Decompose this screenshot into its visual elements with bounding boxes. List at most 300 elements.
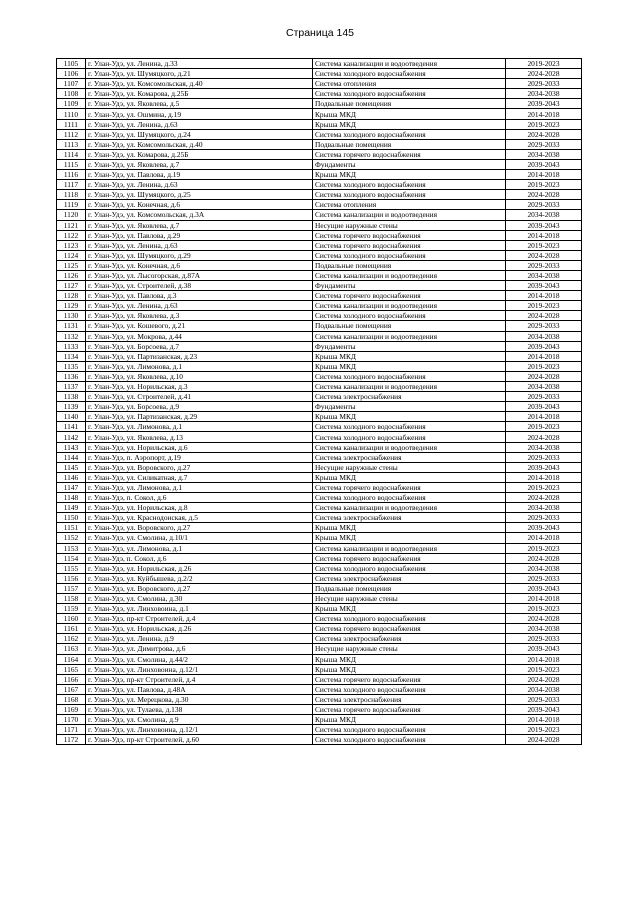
table-row: [57, 371, 582, 381]
cell-period: 2029-2033: [506, 513, 582, 523]
cell-row-number: 1134: [57, 351, 86, 361]
table-row: [57, 432, 582, 442]
cell-address: г. Улан-Удэ, ул. Воровского, д.27: [86, 523, 313, 533]
cell-period: 2034-2038: [506, 442, 582, 452]
cell-system: Система отопления: [313, 79, 506, 89]
table-row: [57, 180, 582, 190]
table-row: [57, 553, 582, 563]
cell-system: Система холодного водоснабжения: [313, 422, 506, 432]
cell-system: Система холодного водоснабжения: [313, 371, 506, 381]
cell-period: 2039-2043: [506, 220, 582, 230]
table-row: [57, 624, 582, 634]
cell-address: г. Улан-Удэ, ул. Смолина, д.30: [86, 593, 313, 603]
cell-row-number: 1143: [57, 442, 86, 452]
cell-row-number: 1139: [57, 402, 86, 412]
cell-row-number: 1126: [57, 270, 86, 280]
cell-row-number: 1114: [57, 149, 86, 159]
cell-row-number: 1117: [57, 180, 86, 190]
cell-system: Система электроснабжения: [313, 694, 506, 704]
table-row: [57, 654, 582, 664]
cell-address: г. Улан-Удэ, ул. Смолина, д.44/2: [86, 654, 313, 664]
cell-address: г. Улан-Удэ, ул. Лимонова, д.1: [86, 543, 313, 553]
cell-system: Крыша МКД: [313, 654, 506, 664]
cell-address: г. Улан-Удэ, пр-кт Строителей, д.60: [86, 735, 313, 745]
cell-system: Система холодного водоснабжения: [313, 69, 506, 79]
cell-system: Несущие наружные стены: [313, 644, 506, 654]
cell-address: г. Улан-Удэ, ул. Кошевого, д.21: [86, 321, 313, 331]
cell-system: Система электроснабжения: [313, 513, 506, 523]
table-row: [57, 503, 582, 513]
cell-address: г. Улан-Удэ, ул. Ленина, д.63: [86, 240, 313, 250]
table-row: [57, 351, 582, 361]
cell-system: Система холодного водоснабжения: [313, 735, 506, 745]
cell-row-number: 1142: [57, 432, 86, 442]
cell-row-number: 1118: [57, 190, 86, 200]
cell-address: г. Улан-Удэ, ул. Ленина, д.63: [86, 301, 313, 311]
cell-system: Система холодного водоснабжения: [313, 563, 506, 573]
cell-system: Система электроснабжения: [313, 392, 506, 402]
cell-address: г. Улан-Удэ, ул. Яковлева, д.7: [86, 220, 313, 230]
table-row: [57, 79, 582, 89]
cell-system: Система холодного водоснабжения: [313, 129, 506, 139]
cell-period: 2019-2023: [506, 543, 582, 553]
cell-system: Система электроснабжения: [313, 634, 506, 644]
cell-system: Система канализации и водоотведения: [313, 59, 506, 69]
cell-address: г. Улан-Удэ, ул. Смолина, д.9: [86, 715, 313, 725]
cell-system: Система горячего водоснабжения: [313, 240, 506, 250]
cell-period: 2034-2038: [506, 270, 582, 280]
table-row: [57, 210, 582, 220]
table-row: [57, 715, 582, 725]
cell-period: 2034-2038: [506, 503, 582, 513]
cell-address: г. Улан-Удэ, ул. Ленина, д.63: [86, 119, 313, 129]
cell-system: Система холодного водоснабжения: [313, 432, 506, 442]
cell-row-number: 1162: [57, 634, 86, 644]
cell-period: 2024-2028: [506, 250, 582, 260]
table-row: [57, 664, 582, 674]
cell-system: Система холодного водоснабжения: [313, 614, 506, 624]
cell-row-number: 1132: [57, 331, 86, 341]
cell-period: 2024-2028: [506, 735, 582, 745]
cell-address: г. Улан-Удэ, ул. Павлова, д.48А: [86, 684, 313, 694]
cell-system: Крыша МКД: [313, 109, 506, 119]
table-row: [57, 725, 582, 735]
cell-address: г. Улан-Удэ, ул. Комсомольская, д.40: [86, 79, 313, 89]
cell-period: 2014-2018: [506, 230, 582, 240]
table-row: [57, 735, 582, 745]
table-row: [57, 482, 582, 492]
table-row: [57, 260, 582, 270]
cell-address: г. Улан-Удэ, ул. Краснодонская, д.5: [86, 513, 313, 523]
table-row: [57, 281, 582, 291]
cell-system: Система горячего водоснабжения: [313, 291, 506, 301]
cell-address: г. Улан-Удэ, ул. Силикатная, д.7: [86, 472, 313, 482]
table-row: [57, 321, 582, 331]
table-row: [57, 472, 582, 482]
cell-system: Система холодного водоснабжения: [313, 311, 506, 321]
cell-row-number: 1124: [57, 250, 86, 260]
cell-row-number: 1167: [57, 684, 86, 694]
cell-row-number: 1119: [57, 200, 86, 210]
cell-period: 2014-2018: [506, 170, 582, 180]
cell-address: г. Улан-Удэ, п. Сокол, д.6: [86, 493, 313, 503]
cell-address: г. Улан-Удэ, ул. Павлова, д.19: [86, 170, 313, 180]
cell-address: г. Улан-Удэ, ул. Партизанская, д.29: [86, 412, 313, 422]
cell-address: г. Улан-Удэ, ул. Лимонова, д.1: [86, 422, 313, 432]
table-row: [57, 382, 582, 392]
cell-period: 2029-2033: [506, 321, 582, 331]
cell-system: Система канализации и водоотведения: [313, 543, 506, 553]
table-row: [57, 422, 582, 432]
table-row: [57, 109, 582, 119]
cell-row-number: 1144: [57, 452, 86, 462]
cell-period: 2039-2043: [506, 159, 582, 169]
cell-period: 2024-2028: [506, 614, 582, 624]
table-row: [57, 139, 582, 149]
page-title: Страница 145: [285, 27, 355, 39]
cell-system: Система канализации и водоотведения: [313, 503, 506, 513]
cell-address: г. Улан-Удэ, ул. Лысогорская, д.87А: [86, 270, 313, 280]
cell-system: Крыша МКД: [313, 533, 506, 543]
cell-period: 2034-2038: [506, 331, 582, 341]
cell-address: г. Улан-Удэ, ул. Ленина, д.33: [86, 59, 313, 69]
cell-period: 2019-2023: [506, 180, 582, 190]
cell-system: Несущие наружные стены: [313, 462, 506, 472]
cell-address: г. Улан-Удэ, ул. Строителей, д.41: [86, 392, 313, 402]
cell-row-number: 1152: [57, 533, 86, 543]
cell-period: 2019-2023: [506, 604, 582, 614]
cell-address: г. Улан-Удэ, ул. Павлова, д.3: [86, 291, 313, 301]
table-row: [57, 361, 582, 371]
cell-address: г. Улан-Удэ, ул. Комсомольская, д.3А: [86, 210, 313, 220]
cell-period: 2039-2043: [506, 644, 582, 654]
cell-address: г. Улан-Удэ, п. Аэропорт, д.19: [86, 452, 313, 462]
cell-address: г. Улан-Удэ, ул. Лимонова, д.1: [86, 482, 313, 492]
registry-table-body: [57, 59, 582, 745]
cell-row-number: 1107: [57, 79, 86, 89]
table-row: [57, 634, 582, 644]
cell-period: 2014-2018: [506, 472, 582, 482]
cell-row-number: 1123: [57, 240, 86, 250]
table-row: [57, 200, 582, 210]
cell-row-number: 1122: [57, 230, 86, 240]
cell-system: Система канализации и водоотведения: [313, 442, 506, 452]
cell-address: г. Улан-Удэ, ул. Шумяцкого, д.25: [86, 190, 313, 200]
cell-period: 2014-2018: [506, 715, 582, 725]
cell-row-number: 1129: [57, 301, 86, 311]
cell-system: Несущие наружные стены: [313, 220, 506, 230]
cell-row-number: 1164: [57, 654, 86, 664]
cell-address: г. Улан-Удэ, ул. Смолина, д.10/1: [86, 533, 313, 543]
cell-row-number: 1141: [57, 422, 86, 432]
cell-address: г. Улан-Удэ, ул. Комарова, д.25Б: [86, 89, 313, 99]
cell-period: 2024-2028: [506, 311, 582, 321]
table-row: [57, 69, 582, 79]
cell-row-number: 1172: [57, 735, 86, 745]
cell-address: г. Улан-Удэ, ул. Яковлева, д.13: [86, 432, 313, 442]
cell-row-number: 1128: [57, 291, 86, 301]
table-row: [57, 583, 582, 593]
cell-period: 2034-2038: [506, 149, 582, 159]
cell-row-number: 1166: [57, 674, 86, 684]
cell-period: 2029-2033: [506, 139, 582, 149]
cell-system: Система холодного водоснабжения: [313, 493, 506, 503]
cell-system: Крыша МКД: [313, 715, 506, 725]
cell-system: Подвальные помещения: [313, 139, 506, 149]
table-row: [57, 119, 582, 129]
cell-period: 2024-2028: [506, 493, 582, 503]
cell-row-number: 1157: [57, 583, 86, 593]
cell-system: Система холодного водоснабжения: [313, 725, 506, 735]
cell-row-number: 1127: [57, 281, 86, 291]
cell-period: 2029-2033: [506, 634, 582, 644]
cell-system: Система канализации и водоотведения: [313, 301, 506, 311]
cell-system: Система холодного водоснабжения: [313, 190, 506, 200]
cell-period: 2034-2038: [506, 89, 582, 99]
cell-system: Крыша МКД: [313, 412, 506, 422]
cell-period: 2029-2033: [506, 452, 582, 462]
cell-row-number: 1159: [57, 604, 86, 614]
cell-period: 2024-2028: [506, 553, 582, 563]
table-row: [57, 593, 582, 603]
cell-row-number: 1147: [57, 482, 86, 492]
cell-row-number: 1156: [57, 573, 86, 583]
cell-period: 2034-2038: [506, 210, 582, 220]
table-row: [57, 493, 582, 503]
cell-system: Система канализации и водоотведения: [313, 210, 506, 220]
table-row: [57, 230, 582, 240]
table-row: [57, 220, 582, 230]
cell-period: 2039-2043: [506, 523, 582, 533]
table-row: [57, 644, 582, 654]
cell-system: Подвальные помещения: [313, 99, 506, 109]
cell-row-number: 1145: [57, 462, 86, 472]
cell-period: 2019-2023: [506, 361, 582, 371]
cell-row-number: 1151: [57, 523, 86, 533]
cell-row-number: 1140: [57, 412, 86, 422]
cell-system: Крыша МКД: [313, 119, 506, 129]
cell-period: 2034-2038: [506, 624, 582, 634]
cell-system: Система горячего водоснабжения: [313, 553, 506, 563]
cell-row-number: 1120: [57, 210, 86, 220]
cell-period: 2019-2023: [506, 240, 582, 250]
cell-row-number: 1154: [57, 553, 86, 563]
cell-system: Система горячего водоснабжения: [313, 674, 506, 684]
cell-row-number: 1116: [57, 170, 86, 180]
cell-period: 2024-2028: [506, 674, 582, 684]
cell-row-number: 1111: [57, 119, 86, 129]
cell-system: Фундаменты: [313, 341, 506, 351]
cell-row-number: 1146: [57, 472, 86, 482]
table-row: [57, 301, 582, 311]
cell-address: г. Улан-Удэ, ул. Норильская, д.6: [86, 442, 313, 452]
cell-system: Крыша МКД: [313, 523, 506, 533]
cell-period: 2039-2043: [506, 281, 582, 291]
cell-period: 2019-2023: [506, 59, 582, 69]
cell-row-number: 1148: [57, 493, 86, 503]
cell-period: 2029-2033: [506, 260, 582, 270]
cell-period: 2029-2033: [506, 392, 582, 402]
cell-system: Крыша МКД: [313, 361, 506, 371]
table-row: [57, 311, 582, 321]
cell-system: Система отопления: [313, 200, 506, 210]
cell-period: 2029-2033: [506, 694, 582, 704]
cell-system: Система горячего водоснабжения: [313, 149, 506, 159]
cell-row-number: 1133: [57, 341, 86, 351]
cell-system: Крыша МКД: [313, 664, 506, 674]
table-row: [57, 99, 582, 109]
cell-system: Подвальные помещения: [313, 260, 506, 270]
cell-address: г. Улан-Удэ, ул. Мокрова, д.44: [86, 331, 313, 341]
cell-address: г. Улан-Удэ, ул. Норильская, д.3: [86, 382, 313, 392]
registry-table: [56, 58, 582, 745]
table-row: [57, 129, 582, 139]
cell-system: Крыша МКД: [313, 351, 506, 361]
cell-period: 2034-2038: [506, 684, 582, 694]
cell-row-number: 1112: [57, 129, 86, 139]
table-row: [57, 412, 582, 422]
cell-address: г. Улан-Удэ, ул. Воровского, д.27: [86, 462, 313, 472]
cell-system: Подвальные помещения: [313, 583, 506, 593]
table-row: [57, 452, 582, 462]
cell-system: Система канализации и водоотведения: [313, 331, 506, 341]
cell-row-number: 1149: [57, 503, 86, 513]
cell-period: 2039-2043: [506, 705, 582, 715]
cell-address: г. Улан-Удэ, ул. Норильская, д.8: [86, 503, 313, 513]
cell-period: 2024-2028: [506, 432, 582, 442]
cell-system: Система холодного водоснабжения: [313, 180, 506, 190]
cell-address: г. Улан-Удэ, ул. Куйбышева, д.2/2: [86, 573, 313, 583]
cell-row-number: 1121: [57, 220, 86, 230]
cell-period: 2029-2033: [506, 573, 582, 583]
cell-period: 2014-2018: [506, 109, 582, 119]
cell-address: г. Улан-Удэ, ул. Норильская, д.26: [86, 563, 313, 573]
cell-system: Фундаменты: [313, 281, 506, 291]
table-row: [57, 705, 582, 715]
table-row: [57, 573, 582, 583]
cell-row-number: 1153: [57, 543, 86, 553]
cell-address: г. Улан-Удэ, п. Сокол, д.6: [86, 553, 313, 563]
table-row: [57, 604, 582, 614]
cell-row-number: 1108: [57, 89, 86, 99]
cell-row-number: 1135: [57, 361, 86, 371]
cell-period: 2014-2018: [506, 412, 582, 422]
table-row: [57, 462, 582, 472]
cell-period: 2024-2028: [506, 371, 582, 381]
cell-address: г. Улан-Удэ, ул. Павлова, д.29: [86, 230, 313, 240]
cell-system: Крыша МКД: [313, 170, 506, 180]
cell-address: г. Улан-Удэ, ул. Шумяцкого, д.21: [86, 69, 313, 79]
cell-system: Система канализации и водоотведения: [313, 270, 506, 280]
cell-address: г. Улан-Удэ, ул. Линховоина, д.12/1: [86, 725, 313, 735]
table-row: [57, 250, 582, 260]
cell-address: г. Улан-Удэ, ул. Борсоева, д.7: [86, 341, 313, 351]
table-row: [57, 59, 582, 69]
table-row: [57, 402, 582, 412]
cell-period: 2039-2043: [506, 462, 582, 472]
cell-address: г. Улан-Удэ, ул. Строителей, д.38: [86, 281, 313, 291]
table-row: [57, 533, 582, 543]
cell-address: г. Улан-Удэ, ул. Лимонова, д.1: [86, 361, 313, 371]
table-row: [57, 392, 582, 402]
cell-address: г. Улан-Удэ, ул. Конечная, д.6: [86, 260, 313, 270]
cell-address: г. Улан-Удэ, ул. Конечная, д.6: [86, 200, 313, 210]
cell-address: г. Улан-Удэ, ул. Ошмина, д.19: [86, 109, 313, 119]
cell-row-number: 1155: [57, 563, 86, 573]
cell-system: Несущие наружные стены: [313, 593, 506, 603]
cell-address: г. Улан-Удэ, ул. Ленина, д.63: [86, 180, 313, 190]
cell-row-number: 1163: [57, 644, 86, 654]
table-row: [57, 513, 582, 523]
cell-address: г. Улан-Удэ, ул. Тулаева, д.138: [86, 705, 313, 715]
cell-row-number: 1131: [57, 321, 86, 331]
cell-address: г. Улан-Удэ, ул. Линховоина, д.12/1: [86, 664, 313, 674]
cell-period: 2019-2023: [506, 482, 582, 492]
cell-system: Система горячего водоснабжения: [313, 482, 506, 492]
cell-row-number: 1130: [57, 311, 86, 321]
cell-period: 2034-2038: [506, 382, 582, 392]
cell-period: 2019-2023: [506, 422, 582, 432]
cell-system: Фундаменты: [313, 402, 506, 412]
cell-address: г. Улан-Удэ, ул. Димитрова, д.6: [86, 644, 313, 654]
cell-period: 2014-2018: [506, 291, 582, 301]
cell-period: 2014-2018: [506, 654, 582, 664]
cell-address: г. Улан-Удэ, ул. Яковлева, д.3: [86, 311, 313, 321]
cell-address: г. Улан-Удэ, ул. Борсоева, д.9: [86, 402, 313, 412]
cell-address: г. Улан-Удэ, ул. Партизанская, д.23: [86, 351, 313, 361]
cell-period: 2024-2028: [506, 69, 582, 79]
cell-row-number: 1158: [57, 593, 86, 603]
cell-system: Система горячего водоснабжения: [313, 705, 506, 715]
cell-system: Система электроснабжения: [313, 452, 506, 462]
cell-row-number: 1161: [57, 624, 86, 634]
cell-row-number: 1110: [57, 109, 86, 119]
table-row: [57, 291, 582, 301]
table-row: [57, 614, 582, 624]
cell-address: г. Улан-Удэ, ул. Линховоина, д.1: [86, 604, 313, 614]
cell-system: Крыша МКД: [313, 604, 506, 614]
cell-address: г. Улан-Удэ, ул. Воровского, д.27: [86, 583, 313, 593]
cell-row-number: 1113: [57, 139, 86, 149]
cell-row-number: 1105: [57, 59, 86, 69]
cell-address: г. Улан-Удэ, ул. Шумяцкого, д.24: [86, 129, 313, 139]
cell-period: 2039-2043: [506, 341, 582, 351]
table-row: [57, 149, 582, 159]
cell-row-number: 1106: [57, 69, 86, 79]
table-row: [57, 270, 582, 280]
cell-row-number: 1160: [57, 614, 86, 624]
table-row: [57, 159, 582, 169]
cell-address: г. Улан-Удэ, ул. Комарова, д.25Б: [86, 149, 313, 159]
cell-row-number: 1169: [57, 705, 86, 715]
table-row: [57, 331, 582, 341]
table-row: [57, 240, 582, 250]
cell-address: г. Улан-Удэ, пр-кт Строителей, д.4: [86, 674, 313, 684]
cell-address: г. Улан-Удэ, ул. Яковлева, д.10: [86, 371, 313, 381]
cell-system: Система горячего водоснабжения: [313, 230, 506, 240]
table-row: [57, 523, 582, 533]
cell-period: 2019-2023: [506, 664, 582, 674]
cell-row-number: 1171: [57, 725, 86, 735]
cell-period: 2019-2023: [506, 301, 582, 311]
cell-row-number: 1168: [57, 694, 86, 704]
cell-row-number: 1109: [57, 99, 86, 109]
cell-system: Подвальные помещения: [313, 321, 506, 331]
cell-row-number: 1150: [57, 513, 86, 523]
cell-period: 2014-2018: [506, 593, 582, 603]
table-row: [57, 89, 582, 99]
table-row: [57, 684, 582, 694]
